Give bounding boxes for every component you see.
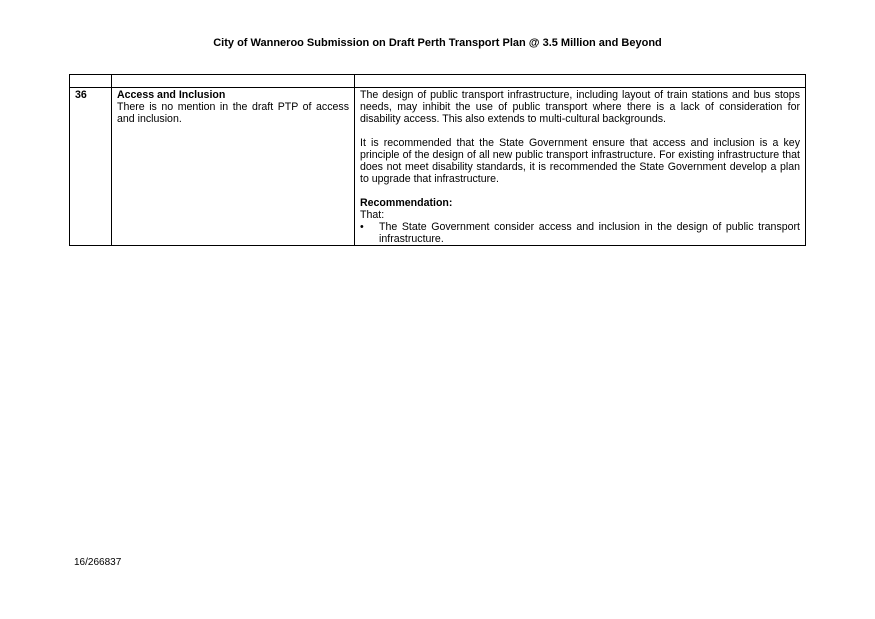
recommendation-item-text: The State Government consider access and inclusion in the design of public transport infrastructure. <box>379 221 800 245</box>
issue-text: There is no mention in the draft PTP of access and inclusion. <box>117 101 349 125</box>
table-row <box>70 88 806 246</box>
response-paragraph: The design of public transport infrastructure, including layout of train stations and bus stops needs, may inhibit the use of public transport where there is a lack of consideration for disability access. This also extends to multi-cultural backgrounds. <box>360 89 800 125</box>
table-header-row <box>70 75 806 88</box>
header-cell-issue <box>112 75 355 88</box>
header-cell-number <box>70 75 112 88</box>
submission-table <box>69 74 806 246</box>
bullet-icon: • <box>360 221 364 233</box>
item-number: 36 <box>70 88 112 246</box>
issue-heading: Access and Inclusion <box>117 89 226 101</box>
issue-cell <box>112 88 355 246</box>
recommendation-list <box>360 221 800 245</box>
header-cell-response <box>355 75 806 88</box>
response-paragraph: It is recommended that the State Government ensure that access and inclusion is a key principle of the design of all new public transport infrastructure. For existing infrastructure that does not meet disability standards, it is recommended the State Government develop a plan to upgrade that infrastructure. <box>360 137 800 185</box>
page-title: City of Wanneroo Submission on Draft Perth Transport Plan @ 3.5 Million and Beyond <box>213 37 662 49</box>
recommendation-item <box>360 221 800 245</box>
recommendation-heading: Recommendation: <box>360 197 453 209</box>
recommendation-intro: That: <box>360 209 385 221</box>
response-cell <box>355 88 806 246</box>
document-reference: 16/266837 <box>74 557 122 568</box>
